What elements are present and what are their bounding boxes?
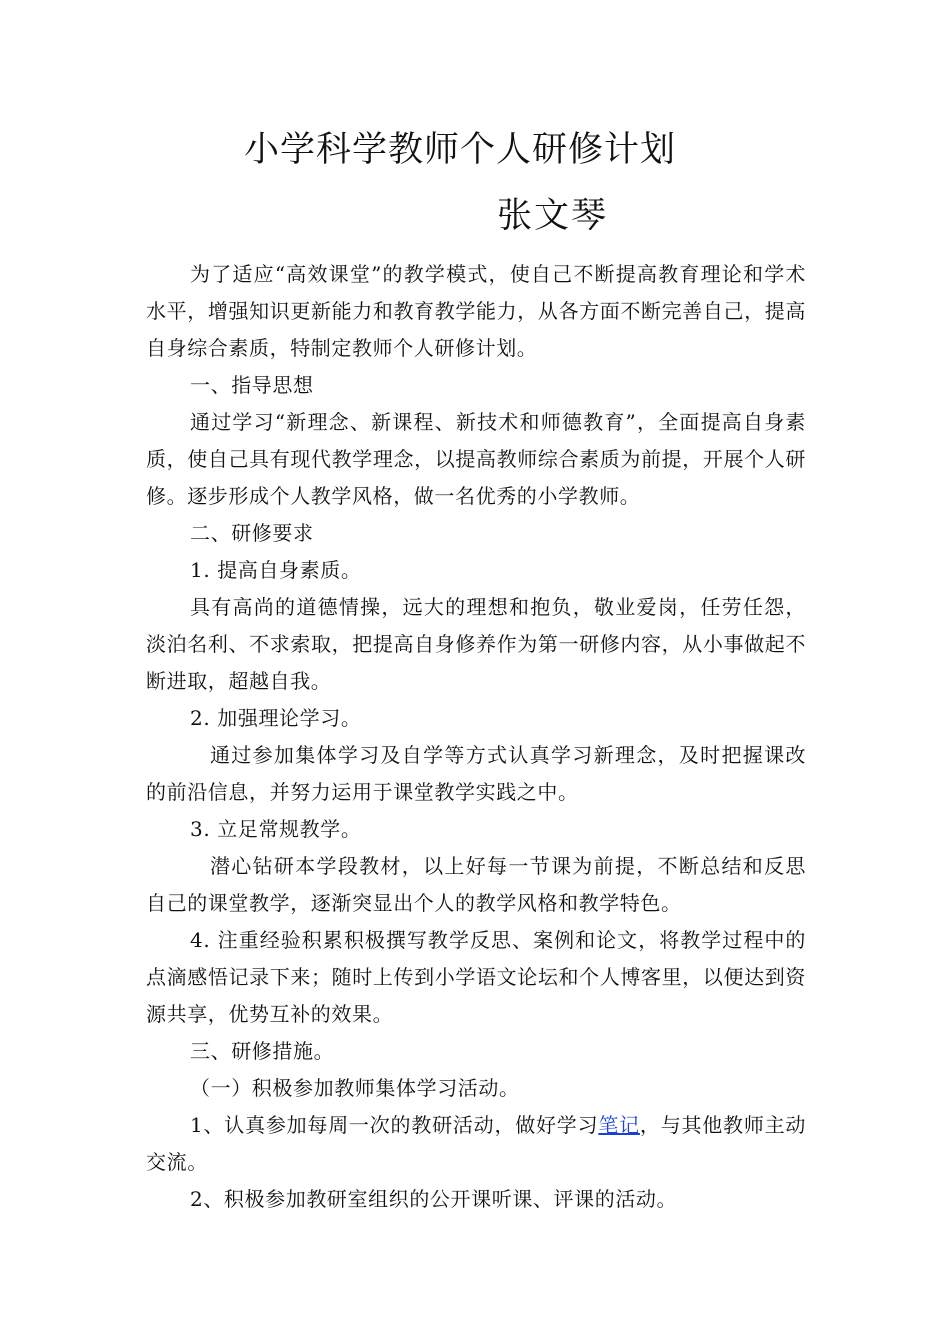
requirement-item-2-text: 通过参加集体学习及自学等方式认真学习新理念，及时把握课改的前沿信息，并努力运用于课堂教学实践之中。 <box>146 743 806 804</box>
requirement-item-3: 3. 立足常规教学。 <box>190 817 362 841</box>
measure-item-1 <box>146 1107 806 1181</box>
requirement-item-1-text: 具有高尚的道德情操，远大的理想和抱负，敬业爱岗，任劳任怨，淡泊名利、不求索取，把提高自身修养作为第一研修内容，从小事做起不断进取，超越自我。 <box>146 595 806 693</box>
measure-item-2: 2、积极参加教研室组织的公开课听课、评课的活动。 <box>190 1187 678 1211</box>
requirement-item-2: 2. 加强理论学习。 <box>190 706 362 730</box>
measure-subheading-1: （一）积极参加教师集体学习活动。 <box>190 1076 520 1100</box>
section-heading-measures: 三、研修措施。 <box>190 1039 335 1063</box>
document-author: 张文琴 <box>497 196 609 236</box>
requirement-item-3-text: 潜心钻研本学段教材，以上好每一节课为前提，不断总结和反思自己的课堂教学，逐渐突显出个人的教学风格和教学特色。 <box>146 854 806 915</box>
document-body <box>146 256 806 1218</box>
document-title: 小学科学教师个人研修计划 <box>243 130 676 170</box>
intro-paragraph: 为了适应“高效课堂”的教学模式，使自己不断提高教育理论和学术水平，增强知识更新能力和教育教学能力，从各方面不断完善自己，提高自身综合素质，特制定教师个人研修计划。 <box>146 262 806 360</box>
section-heading-guiding: 一、指导思想 <box>190 373 314 397</box>
section-heading-requirements: 二、研修要求 <box>190 521 314 545</box>
measure-item-1-text-post: ，与其他教师主动交流。 <box>146 1113 806 1174</box>
requirement-item-1: 1. 提高自身素质。 <box>190 558 362 582</box>
requirement-item-4: 4. 注重经验积累积极撰写教学反思、案例和论文，将教学过程中的点滴感悟记录下来；随时上传到小学语文论坛和个人博客里，以便达到资源共享，优势互补的效果。 <box>146 928 806 1026</box>
notes-link[interactable]: 笔记 <box>598 1113 640 1137</box>
guiding-paragraph: 通过学习“新理念、新课程、新技术和师德教育”，全面提高自身素质，使自己具有现代教学理念，以提高教师综合素质为前提，开展个人研修。逐步形成个人教学风格，做一名优秀的小学教师。 <box>146 410 806 508</box>
measure-item-1-text-pre: 1、认真参加每周一次的教研活动，做好学习 <box>190 1113 599 1137</box>
